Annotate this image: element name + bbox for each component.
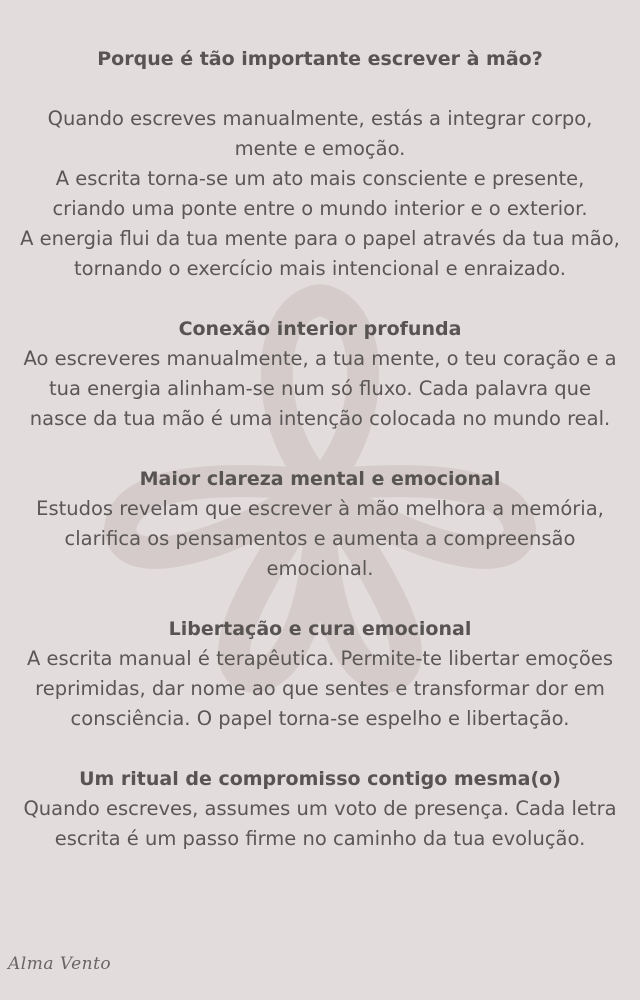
section-ritual [20,764,620,854]
section-title: Um ritual de compromisso contigo mesma(o) [79,768,561,790]
intro-paragraph [20,104,620,284]
section-title: Conexão interior profunda [178,318,462,340]
section-title: Libertação e cura emocional [168,618,472,640]
document-body [20,0,620,854]
section-clareza [20,464,620,584]
section-libertacao [20,614,620,734]
section-text: Quando escreves, assumes um voto de presença. Cada letra escrita é um passo firme no caminho da tua evolução. [23,797,617,850]
signature-logo: Alma Vento [8,954,112,974]
section-conexao [20,314,620,434]
section-text: Ao escreveres manualmente, a tua mente, o teu coração e a tua energia alinham-se num só fluxo. Cada palavra que nasce da tua mão é uma intenção colocada no mundo real. [23,347,617,430]
intro-line: A energia flui da tua mente para o papel através da tua mão, tornando o exercício mais intencional e enraizado. [20,227,620,280]
section-text: A escrita manual é terapêutica. Permite-te libertar emoções reprimidas, dar nome ao que sentes e transformar dor em consciência. O papel torna-se espelho e libertação. [27,647,613,730]
intro-line: Quando escreves manualmente, estás a integrar corpo, mente e emoção. [47,107,593,160]
intro-section [20,44,620,284]
section-title: Maior clareza mental e emocional [139,468,501,490]
intro-title: Porque é tão importante escrever à mão? [97,48,543,70]
section-text: Estudos revelam que escrever à mão melhora a memória, clarifica os pensamentos e aumenta a compreensão emocional. [36,497,604,580]
intro-line: A escrita torna-se um ato mais consciente e presente, criando uma ponte entre o mundo interior e o exterior. [52,167,588,220]
